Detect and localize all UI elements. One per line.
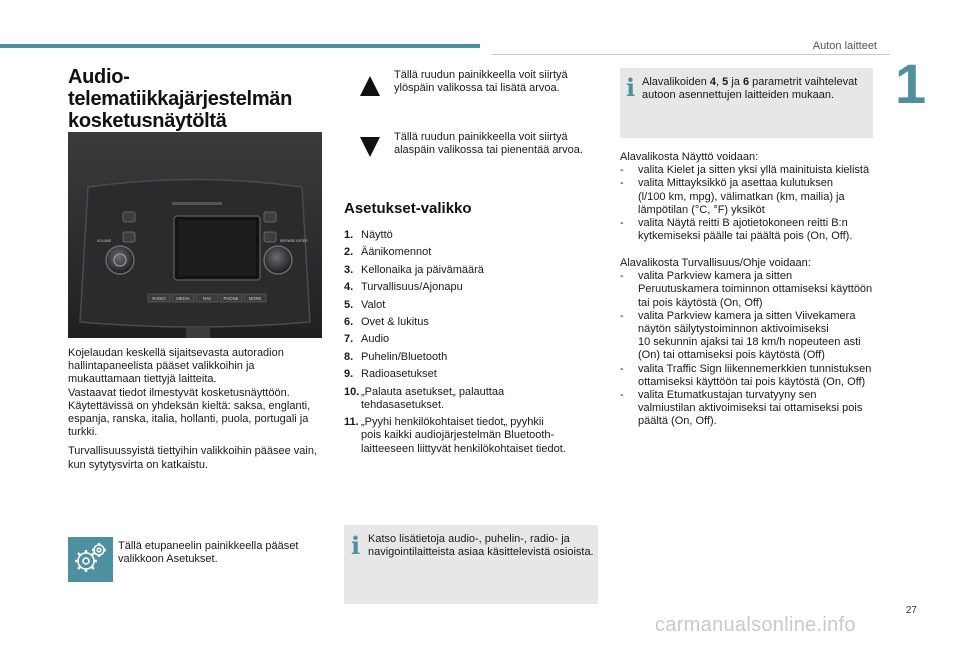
- list-item: 11. „Pyyhi henkilökohtaiset tiedot„ pyyhkii pois kaikki audiojärjestelmän Bluetooth- laitteeseen liittyvät henkilökohtaiset tiedot.: [344, 416, 566, 455]
- up-button-note: Tällä ruudun painikkeella voit siirtyä ylöspäin valikossa tai lisätä arvoa.: [394, 69, 568, 95]
- watermark: carmanualsonline.info: [655, 614, 856, 636]
- phone-button-label: PHONE: [223, 295, 239, 301]
- info-box-parameters: i Alavalikoiden 4, 5 ja 6 parametrit vaihtelevat autoon asennettujen laitteiden mukaan.: [620, 68, 873, 138]
- list-item: - valita Mittayksikkö ja asettaa kulutuksen (l/100 km, mpg), välimatkan (km, mailia) ja lämpötilan (°C, °F) yksiköt: [620, 177, 845, 216]
- list-item: 6. Ovet & lukitus: [344, 315, 429, 328]
- header-rule: [492, 54, 890, 55]
- nav-button-label: NAV: [202, 295, 212, 301]
- list-item: 5. Valot: [344, 298, 386, 311]
- settings-button-note: Tällä etupaneelin painikkeella pääset valikkoon Asetukset.: [118, 540, 299, 566]
- safety-submenu: Alavalikosta Turvallisuus/Ohje voidaan: - valita Parkview kamera ja sitten Peruutuskamera toiminnon ottamiseksi käyttöön tai pois käytöstä (On, Off) - valita Parkview kamera ja sitten Viivekamera näytön säilytystoiminnon aktivoimiseksi 10 sekunnin ajaksi tai 18 km/h nopeuteen asti (On) tai ottamiseksi pois käytöstä (Off) - valita Traffic Sign liikennemerkkien tunnistuksen ottamiseksi käyttöön tai pois käytöstä (On, Off) - valita Etumatkustajan turvatyyny sen valmiustilan aktivoimiseksi tai ottamiseksi pois päältä (On, Off).: [620, 257, 890, 429]
- settings-menu-list: [344, 229, 594, 460]
- list-item: 7. Audio: [344, 333, 390, 346]
- chapter-number: 1: [895, 52, 927, 115]
- top-accent-bar: [0, 44, 480, 48]
- safety-paragraph: Turvallisuussyistä tiettyihin valikkoihin pääsee vain, kun sytytysvirta on katkaistu.: [68, 445, 318, 471]
- media-button-label: MEDIA: [176, 295, 190, 301]
- list-item: - valita Kielet ja sitten yksi yllä mainituista kielistä: [620, 164, 870, 177]
- list-item: 2. Äänikomennot: [344, 246, 432, 259]
- more-button-label: MORE: [248, 295, 262, 301]
- list-item: - valita Näytä reitti B ajotietokoneen reitti B:n kytkemiseksi päälle tai päältä pois (On, Off).: [620, 217, 853, 243]
- radio-panel-photo: [68, 132, 322, 338]
- intro-text: [68, 347, 328, 478]
- radio-button-label: RADIO: [152, 295, 166, 301]
- volume-knob-label: VOLUME: [96, 239, 112, 243]
- settings-gear-icon: [68, 537, 113, 582]
- list-item: 10. „Palauta asetukset„ palauttaa tehdasasetukset.: [344, 385, 505, 411]
- arrow-down-icon: [360, 137, 380, 157]
- intro-paragraph: Kojelaudan keskellä sijaitsevasta autoradion hallintapaneelista pääset valikkoihin ja mukauttamaan tiettyjä laitteita. Vastaavat tiedot ilmestyvät kosketusnäyttöön. Käytettävissä on yhdeksän kieltä: saksa, englanti, espanja, ranska, italia, hollanti, puola, portugali ja turkki.: [68, 347, 311, 439]
- list-item: 8. Puhelin/Bluetooth: [344, 350, 448, 363]
- list-item: 3. Kellonaika ja päivämäärä: [344, 263, 484, 276]
- page-number: 27: [905, 605, 917, 616]
- info-box-see-more: i Katso lisätietoja audio-, puhelin-, radio- ja navigointilaitteista asiaa käsittelevistä osioista.: [344, 525, 598, 604]
- list-item: - valita Parkview kamera ja sitten Peruutuskamera toiminnon ottamiseksi käyttöön tai pois käytöstä (On, Off): [620, 270, 873, 309]
- settings-menu-heading: Asetukset-valikko: [344, 200, 472, 217]
- arrow-up-icon: [360, 76, 380, 96]
- list-item: 4. Turvallisuus/Ajonapu: [344, 281, 463, 294]
- list-item: 9. Radioasetukset: [344, 368, 437, 381]
- info-icon: i: [626, 73, 636, 102]
- list-item: - valita Traffic Sign liikennemerkkien tunnistuksen ottamiseksi käyttöön tai pois käytöstä (On, Off): [620, 362, 872, 388]
- display-submenu: Alavalikosta Näyttö voidaan: - valita Kielet ja sitten yksi yllä mainituista kielistä - valita Mittayksikkö ja asettaa kulutuksen (l/100 km, mpg), välimatkan (km, mailia) ja lämpötilan (°C, °F) yksiköt - valita Näytä reitti B ajotietokoneen reitti B:n kytkemiseksi päälle tai päältä pois (On, Off).: [620, 151, 890, 243]
- list-item: - valita Parkview kamera ja sitten Viivekamera näytön säilytystoiminnon aktivoimiseksi 10 sekunnin ajaksi tai 18 km/h nopeuteen asti (On) tai ottamiseksi pois käytöstä (Off): [620, 309, 861, 362]
- info-icon: i: [351, 531, 361, 560]
- radio-panel-illustration: [68, 132, 322, 338]
- section-title: Auton laitteet: [812, 40, 877, 52]
- page-title: Audio-telematiikkajärjestelmän kosketusnäytöltä: [68, 66, 293, 132]
- info-line-1: Alavalikoiden 4, 5 ja 6 parametrit vaihtelevat: [642, 76, 858, 88]
- list-item: 1. Näyttö: [344, 229, 393, 241]
- down-button-note: Tällä ruudun painikkeella voit siirtyä alaspäin valikossa tai pienentää arvoa.: [394, 131, 583, 157]
- browse-knob-label: BROWSE ENTER: [280, 239, 308, 243]
- list-item: - valita Etumatkustajan turvatyyny sen valmiustilan aktivoimiseksi tai ottamiseksi pois päältä (On, Off).: [620, 389, 863, 428]
